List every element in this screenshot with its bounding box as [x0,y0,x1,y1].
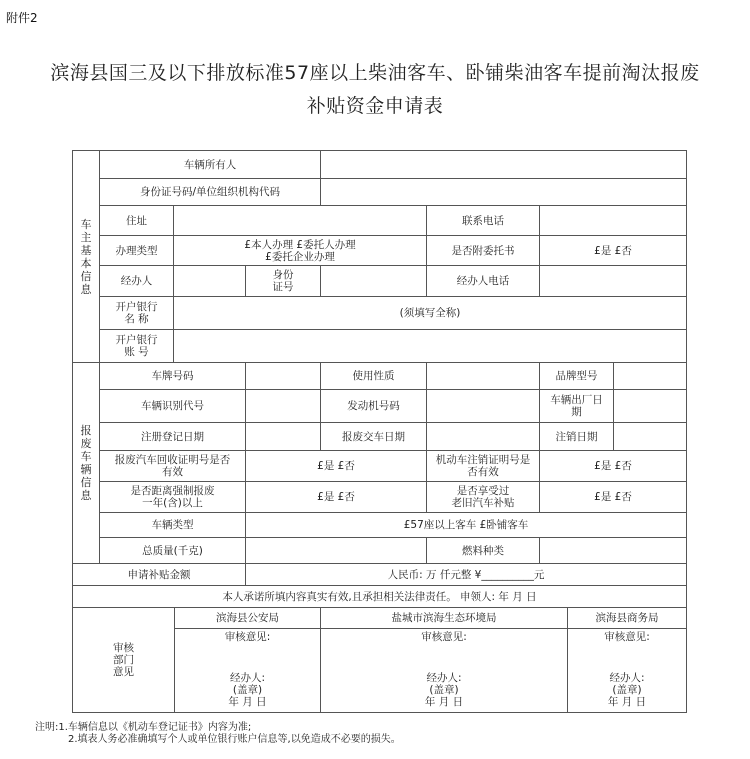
scrap-date-field[interactable] [427,423,539,450]
review-opinion-environment[interactable]: 审核意见: [421,631,467,643]
review-dept-commerce: 滨海县商务局 [595,612,659,624]
total-mass-label: 总质量(千克) [142,544,203,557]
form-title-line2: 补贴资金申请表 [306,95,444,117]
engine-label: 发动机号码 [347,400,400,412]
owner-name-label: 车辆所有人 [183,158,237,171]
plate-label: 车牌号码 [151,370,194,382]
phone-field[interactable] [540,206,686,235]
subsidy-amount-label: 申请补贴金额 [127,568,191,581]
vin-field[interactable] [246,390,320,422]
handle-type-label: 办理类型 [115,244,158,257]
form-title-line1: 滨海县国三及以下排放标准57座以上柴油客车、卧铺柴油客车提前淘汰报废 [50,62,700,84]
review-dept-police: 滨海县公安局 [216,612,279,624]
bank-account-field[interactable] [174,330,686,362]
review-opinion-commerce[interactable]: 审核意见: [604,631,650,643]
form-notes [35,722,401,746]
reg-date-label: 注册登记日期 [141,430,204,443]
handler-id-label: 身份 证号 [272,269,294,293]
bank-name-label: 开户银行 名 称 [115,301,158,325]
factory-date-field[interactable] [614,390,686,422]
review-sign-police[interactable]: 经办人: (盖章) 年 月 日 [228,672,267,708]
cancel-cert-checkbox[interactable]: £是 £否 [594,460,632,472]
vehicle-section-label: 报 废 车 辆 信 息 [80,424,92,502]
handle-type-options[interactable]: £本人办理 £委托人办理 £委托企业办理 [244,238,356,263]
forced-scrap-label: 是否距离强制报废 一年(含)以上 [130,485,215,509]
use-type-label: 使用性质 [352,370,395,382]
model-field[interactable] [614,363,686,389]
old-subsidy-checkbox[interactable]: £是 £否 [594,491,632,503]
vehicle-type-options[interactable]: £57座以上客车 £卧铺客车 [403,519,529,531]
vehicle-type-label: 车辆类型 [151,519,194,531]
recycle-cert-checkbox[interactable]: £是 £否 [317,460,355,472]
cancel-cert-label: 机动车注销证明号是 否有效 [435,454,531,478]
review-sign-commerce[interactable]: 经办人: (盖章) 年 月 日 [607,672,647,708]
attachment-label: 附件2 [6,11,38,25]
owner-name-field[interactable] [321,151,686,178]
id-code-field[interactable] [321,179,686,205]
review-dept-environment: 盐城市滨海生态环境局 [391,612,497,624]
handler-field[interactable] [174,266,245,296]
review-opinion-police[interactable]: 审核意见: [224,631,271,643]
handler-phone-field[interactable] [540,266,686,296]
handler-id-field[interactable] [321,266,426,296]
review-sign-environment[interactable]: 经办人: (盖章) 年 月 日 [424,672,464,708]
total-mass-field[interactable] [246,538,426,563]
fuel-type-field[interactable] [540,538,686,563]
handler-phone-label: 经办人电话 [456,275,510,287]
address-field[interactable] [174,206,426,235]
model-label: 品牌型号 [555,370,598,382]
cancel-date-field[interactable] [614,423,686,450]
owner-section-label: 车 主 基 本 信 息 [80,217,92,296]
use-type-field[interactable] [427,363,539,389]
engine-field[interactable] [427,390,539,422]
forced-scrap-checkbox[interactable]: £是 £否 [317,491,355,503]
handler-label: 经办人 [120,275,153,287]
address-label: 住址 [126,214,147,227]
subsidy-amount-field[interactable]: 人民币: 万 仟元整 ¥__________元 [387,568,545,581]
bank-account-label: 开户银行 账 号 [115,334,158,358]
pledge-statement: 本人承诺所填内容真实有效,且承担相关法律责任。 申领人: 年 月 日 [222,590,537,603]
entrust-letter-label: 是否附委托书 [451,244,515,257]
phone-label: 联系电话 [462,214,504,227]
id-code-label: 身份证号码/单位组织机构代码 [139,186,281,198]
review-dept-label: 审核 部门 意见 [113,642,134,678]
bank-name-field[interactable]: (须填写全称) [399,307,461,319]
old-subsidy-label: 是否享受过 老旧汽车补贴 [451,485,515,509]
vin-label: 车辆识别代号 [141,400,204,412]
fuel-type-label: 燃料种类 [462,544,504,557]
note-2: 2.填表人务必准确填写个人或单位银行账户信息等,以免造成不必要的损失。 [68,734,401,745]
note-1: 注明:1.车辆信息以《机动车登记证书》内容为准; [35,722,252,733]
scrap-date-label: 报废交车日期 [342,430,405,443]
reg-date-field[interactable] [246,423,320,450]
cancel-date-label: 注销日期 [555,430,598,443]
factory-date-label: 车辆出厂日 期 [550,394,603,418]
entrust-letter-checkbox[interactable]: £是 £否 [594,244,632,257]
recycle-cert-label: 报废汽车回收证明号是否 有效 [114,454,231,478]
plate-field[interactable] [246,363,320,389]
